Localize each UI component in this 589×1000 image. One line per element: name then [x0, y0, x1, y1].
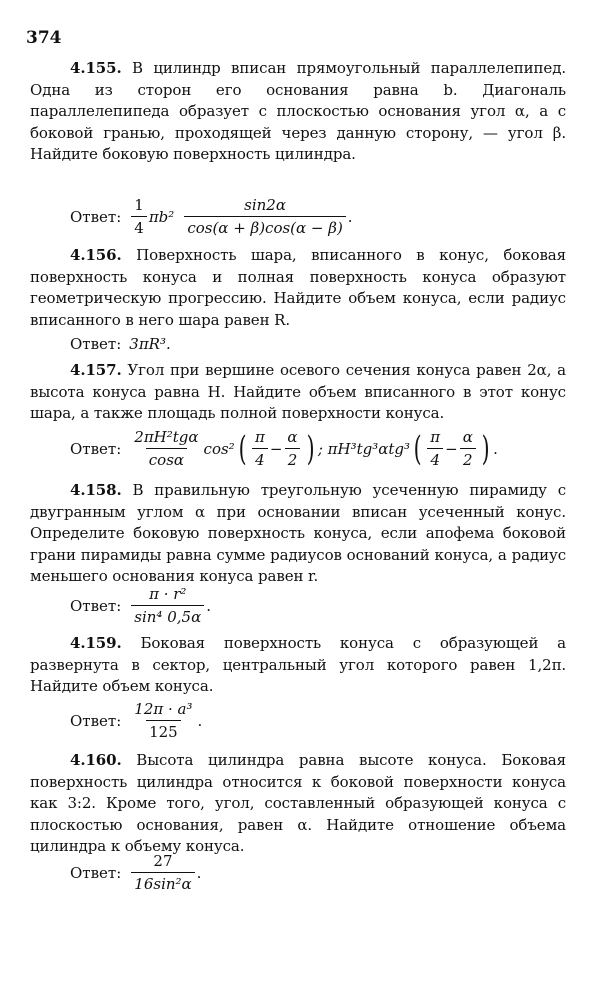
- numerator: sin2α: [244, 196, 286, 214]
- answer-4-156: [70, 335, 171, 353]
- problem-text: Угол при вершине осевого сечения конуса равен 2α, а высота конуса равна H. Найдите объем вписанного в этот конус шара, а также площадь полной поверхности конуса.: [30, 361, 567, 422]
- fraction: [460, 428, 476, 469]
- problem-text: В цилиндр вписан прямоугольный параллелепипед. Одна из сторон его основания равна b. Диагональ параллелепипеда образует с плоскостью основания угол α, а с боковой гранью, проходящей через данную сторону, — угол β. Найдите боковую поверхность цилиндра.: [30, 59, 566, 163]
- problem-4-157: [30, 360, 566, 425]
- problem-text: Поверхность шара, вписанного в конус, боковая поверхность конуса и полная поверхность конуса образуют геометрическую прогрессию. Найдите объем конуса, если радиус вписанного в него шара равен R.: [30, 246, 566, 329]
- page-number: 374: [26, 28, 62, 48]
- expr: 3πR³.: [129, 335, 171, 353]
- expr-part: cos²: [203, 439, 235, 458]
- answer-4-157: [70, 428, 498, 469]
- answer-4-158: [70, 585, 211, 626]
- minus-sign: −: [269, 439, 283, 458]
- right-paren: ): [306, 428, 315, 469]
- expr-end: .: [347, 207, 353, 226]
- right-paren: ): [481, 428, 490, 469]
- fraction: [131, 428, 201, 469]
- fraction: [131, 585, 204, 626]
- answer-4-159: [70, 700, 202, 741]
- denominator: 125: [146, 720, 181, 741]
- numerator: π: [254, 428, 265, 446]
- denominator: 4: [131, 216, 147, 237]
- answer-label: Ответ:: [70, 596, 122, 615]
- numerator: π · r²: [149, 585, 187, 603]
- numerator: 2πH²tgα: [134, 428, 199, 446]
- denominator: 16sin²α: [131, 872, 194, 893]
- denominator: sin⁴ 0,5α: [131, 605, 204, 626]
- fraction: [131, 700, 195, 741]
- problem-number: 4.156.: [70, 246, 122, 264]
- problem-text: Боковая поверхность конуса с образующей a развернута в сектор, центральный угол которого равен 1,2π. Найдите объем конуса.: [30, 634, 567, 695]
- fraction: [284, 428, 300, 469]
- left-paren: (: [238, 428, 247, 469]
- minus-sign: −: [445, 439, 458, 458]
- answer-label: Ответ:: [70, 863, 122, 882]
- numerator: α: [287, 428, 298, 446]
- answer-label: Ответ:: [70, 439, 122, 458]
- numerator: 1: [134, 196, 144, 214]
- problem-number: 4.158.: [70, 481, 122, 499]
- answer-label: Ответ:: [70, 711, 122, 730]
- fraction: [427, 428, 443, 469]
- numerator: 27: [153, 852, 173, 870]
- denominator: 4: [427, 448, 443, 469]
- expr-part: πb²: [148, 207, 175, 226]
- denominator: 2: [460, 448, 476, 469]
- answer-label: Ответ:: [70, 207, 122, 226]
- problem-4-159: [30, 633, 566, 698]
- numerator: α: [462, 428, 473, 446]
- answer-4-155: [70, 196, 353, 237]
- problem-4-160: [30, 750, 566, 858]
- expr-end: .: [196, 863, 202, 882]
- problem-4-158: [30, 480, 566, 588]
- fraction: [131, 852, 194, 893]
- fraction: [252, 428, 268, 469]
- denominator: 2: [285, 448, 301, 469]
- problem-text: В правильную треугольную усеченную пирамиду с двугранным углом α при основании вписан усеченный конус. Определите боковую поверхность конуса, если апофема боковой грани пирамиды равна сумме радиусов оснований конуса, а радиус меньшего основания конуса равен r.: [30, 481, 566, 585]
- expr-end: .: [197, 711, 203, 730]
- fraction: [131, 196, 147, 237]
- numerator: π: [430, 428, 441, 446]
- problem-number: 4.157.: [70, 361, 122, 379]
- expr-end: .: [206, 596, 211, 615]
- expr-end: .: [493, 439, 498, 458]
- left-paren: (: [413, 428, 422, 469]
- problem-number: 4.160.: [70, 751, 122, 769]
- answer-label: Ответ:: [70, 335, 122, 353]
- problem-number: 4.155.: [70, 59, 122, 77]
- fraction: [184, 196, 345, 237]
- problem-4-156: [30, 245, 566, 331]
- denominator: 4: [252, 448, 268, 469]
- expr-part: ; πH³tg³αtg³: [317, 439, 411, 458]
- denominator: cos(α + β)cos(α − β): [184, 216, 345, 237]
- problem-4-155: [30, 58, 566, 166]
- denominator: cosα: [146, 448, 187, 469]
- problem-text: Высота цилиндра равна высоте конуса. Боковая поверхность цилиндра относится к боковой поверхности конуса как 3:2. Кроме того, угол, составленный образующей конуса с плоскостью основания, равен α. Найдите отношение объема цилиндра к объему конуса.: [30, 751, 566, 855]
- numerator: 12π · a³: [134, 700, 193, 718]
- problem-number: 4.159.: [70, 634, 122, 652]
- answer-4-160: [70, 852, 201, 893]
